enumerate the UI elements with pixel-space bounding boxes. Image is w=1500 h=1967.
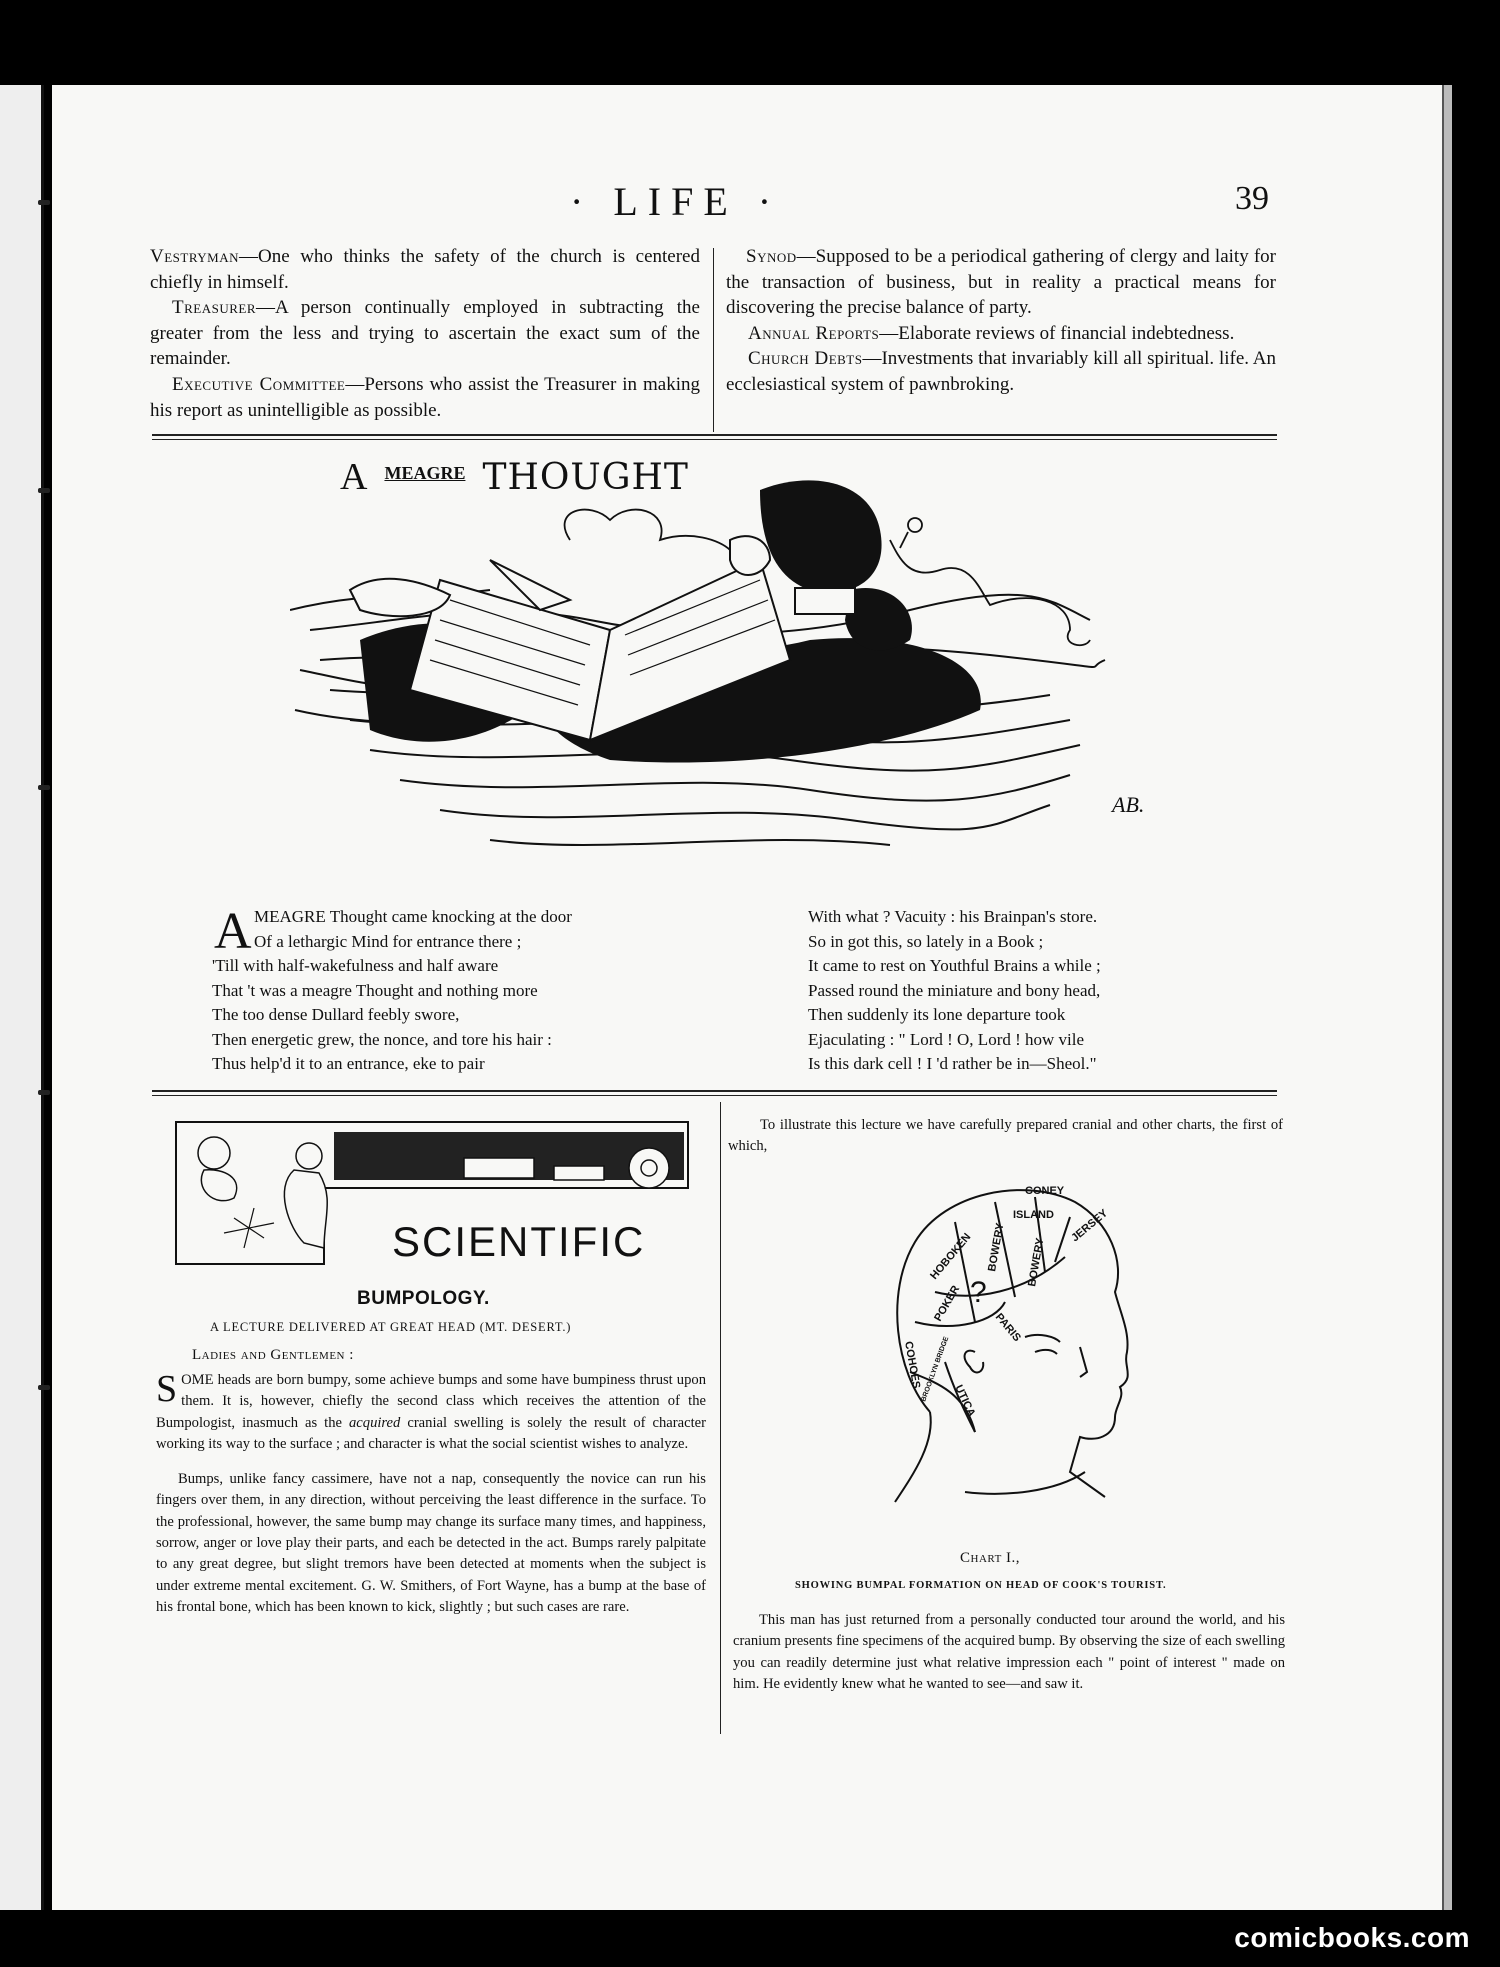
definition-text: —Investments that invariably kill all spiritual. life. An ecclesiastical system of pawnbroking. <box>726 348 1276 395</box>
poem-line: So in got this, so lately in a Book ; <box>808 931 1044 951</box>
bumpology-paragraph <box>156 1469 706 1618</box>
meagre-title-thought: THOUGHT <box>482 457 689 498</box>
definition-text: —Persons who assist the Treasurer in making his report as unintelligible as possible. <box>150 373 700 421</box>
bumpology-dropcap: S <box>156 1368 178 1410</box>
definition-text: —Supposed to be a periodical gathering of clergy and laity for the transaction of business, but in reality a practical means for discovering the precise balance of party. <box>726 246 1276 319</box>
poem-line: Is this dark cell ! I 'd rather be in—Sheol." <box>808 1054 1097 1073</box>
poem-dropcap: A <box>214 903 252 960</box>
section-rule <box>152 1090 1277 1096</box>
definition-term: Synod <box>746 246 797 267</box>
bumpology-subtitle: BUMPOLOGY. <box>357 1288 490 1309</box>
watermark: comicbooks.com <box>1234 1922 1470 1953</box>
chart-label: ISLAND <box>1013 1209 1054 1221</box>
chart-label: HOBOKEN <box>928 1231 974 1282</box>
chart-subcaption: SHOWING BUMPAL FORMATION ON HEAD OF COOK'S TOURIST. <box>795 1580 1167 1591</box>
emphasis: acquired <box>349 1414 401 1431</box>
artist-signature: AB. <box>1112 792 1145 817</box>
binding-staple <box>38 785 50 790</box>
bumpology-paragraph-text: Bumps, unlike fancy cassimere, have not a nap, consequently the novice can run his fingers over them, in any direction, without perceiving the least difference in the surface. To the professional, however, the same bump may change its surface many times, and happiness, sorrow, anger or love play their parts, and each be detected in the act. Bumps rarely palpitate to any great degree, but slight tremors have been detected at moments when the subject is under extreme mental excitement. G. W. Smithers, of Fort Wayne, has a bump at the base of his frontal bone, which has been known to kick, slightly ; but such cases are rare. <box>156 1471 706 1615</box>
chart-label: COHOES <box>902 1340 923 1390</box>
definition-item <box>726 346 1276 397</box>
bumpology-paragraph-text: OME heads are born bumpy, some achieve bumps and some have bumpiness thrust upon them. It is, however, chiefly the second class which receives the attention of the Bumpologist, inasmuch as the acquired cranial swelling is solely the result of character working its way to the surface ; and character is what the social scientist wishes to analyze. <box>156 1372 706 1452</box>
poem-line: With what ? Vacuity : his Brainpan's store. <box>808 907 1098 926</box>
scientific-title: SCIENTIFIC <box>392 1218 646 1265</box>
chart-label: BOWERY <box>1026 1237 1047 1288</box>
definition-term: Executive Committee <box>172 373 346 395</box>
column-divider <box>720 1102 721 1734</box>
binding-staple <box>38 488 50 493</box>
masthead-title: · LIFE · <box>570 179 782 224</box>
binding-staple <box>38 200 50 205</box>
page-right-edge <box>1442 85 1452 1910</box>
bumpology-body <box>156 1370 706 1618</box>
page-number: 39 <box>1235 180 1269 217</box>
definition-term: Church Debts <box>748 348 863 370</box>
column-divider <box>713 248 714 432</box>
binding-staple <box>38 1090 50 1095</box>
definition-text: —One who thinks the safety of the church is centered chiefly in himself. <box>150 246 700 293</box>
chart-label: JERSEY <box>1069 1207 1111 1245</box>
chart-label: CONEY <box>1025 1185 1065 1197</box>
chart-label: ? <box>970 1276 987 1309</box>
scan-top-border <box>0 0 1500 85</box>
section-rule <box>152 434 1277 440</box>
salutation: Ladies and Gentlemen : <box>192 1347 354 1363</box>
definition-text: —Elaborate reviews of financial indebtedness. <box>879 322 1235 344</box>
poem-line: It came to rest on Youthful Brains a while ; <box>808 956 1101 975</box>
phrenology-head-chart <box>875 1172 1135 1512</box>
poem-line: Then energetic grew, the nonce, and tore his hair : <box>212 1029 552 1049</box>
chart-caption: Chart I., <box>960 1550 1021 1566</box>
meagre-title-meagre: MEAGRE <box>384 463 466 483</box>
definition-term: Annual Reports <box>748 322 880 344</box>
definition-item <box>150 295 700 372</box>
reading-man-illustration <box>290 470 1140 870</box>
chart-label: PARIS <box>992 1311 1023 1345</box>
poem-line: That 't was a meagre Thought and nothing more <box>212 980 538 1000</box>
poem-line: Thus help'd it to an entrance, eke to pair <box>212 1054 485 1073</box>
definition-text: —A person continually employed in subtracting the greater from the less and trying to ascertain the exact sum of the remainder. <box>150 297 700 370</box>
definition-item <box>726 244 1276 321</box>
chart-label: BOWERY <box>986 1222 1007 1273</box>
poem-line: 'Till with half-wakefulness and half aware <box>212 956 499 975</box>
definition-term: Vestryman <box>150 246 240 267</box>
chart-intro: To illustrate this lecture we have carefully prepared cranial and other charts, the first of which, <box>728 1117 1283 1154</box>
chart-label: BROOKLYN BRIDGE <box>920 1335 951 1403</box>
chart-label: UTICA <box>952 1383 978 1419</box>
facing-page-edge <box>0 85 44 1910</box>
definition-item <box>150 244 700 295</box>
poem-line: Ejaculating : " Lord ! O, Lord ! how vile <box>808 1029 1085 1049</box>
lecture-subtitle: A LECTURE DELIVERED AT GREAT HEAD (MT. DESERT.) <box>210 1320 572 1334</box>
definition-item <box>726 321 1276 347</box>
binding-staple <box>38 1385 50 1390</box>
definition-term: Treasurer <box>172 297 257 319</box>
bumpology-paragraph <box>156 1370 706 1455</box>
poem-line: Then suddenly its lone departure took <box>808 1005 1066 1024</box>
bumpology-right-paragraph: This man has just returned from a personally conducted tour around the world, and his cranium presents fine specimens of the acquired bump. By observing the size of each swelling you can readily determine just what relative impression each " point of interest " made on him. He evidently knew what he wanted to see—and saw it. <box>733 1612 1285 1692</box>
poem-line: MEAGRE Thought came knocking at the door <box>254 907 572 926</box>
poem-right-column <box>808 905 1288 1077</box>
poem-left-column <box>212 905 692 1077</box>
definition-item <box>150 372 700 423</box>
poem-line: Passed round the miniature and bony head, <box>808 980 1101 1000</box>
chart-label: POKER <box>932 1283 963 1324</box>
meagre-title-a: A <box>340 456 368 498</box>
definitions-right-column <box>726 244 1276 398</box>
definitions-left-column <box>150 244 700 423</box>
poem-line: The too dense Dullard feebly swore, <box>212 1005 460 1024</box>
poem-line: Of a lethargic Mind for entrance there ; <box>254 931 522 951</box>
